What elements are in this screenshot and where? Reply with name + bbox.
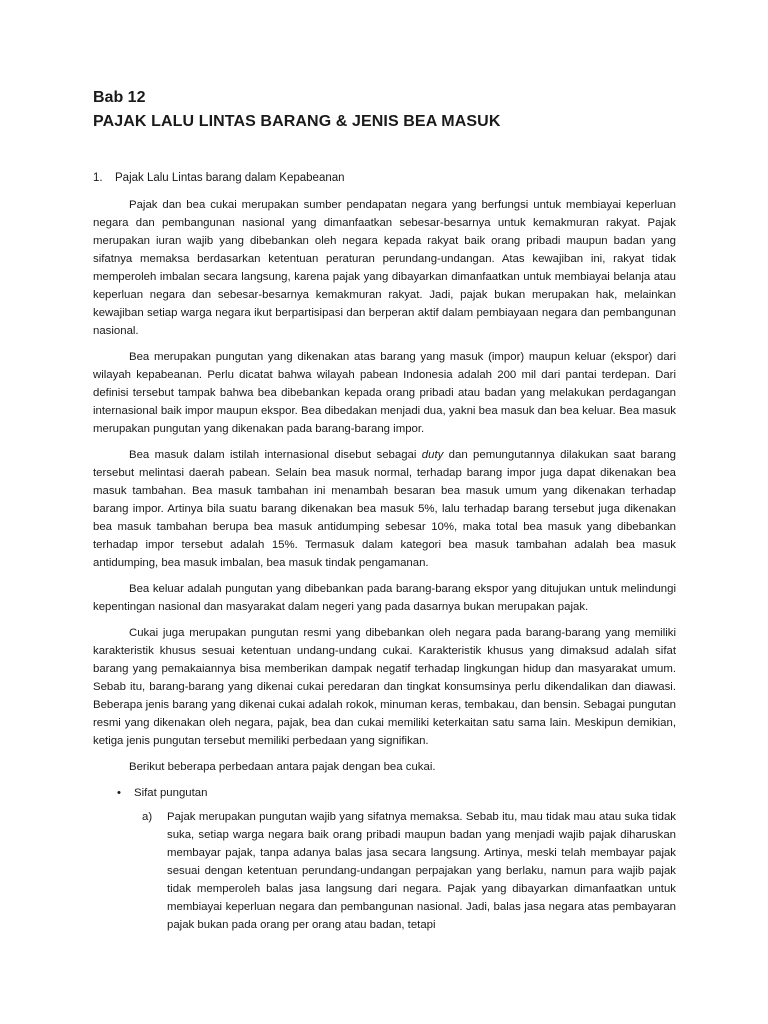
bullet-label: Sifat pungutan [134, 787, 208, 799]
paragraph-bea-keluar: Bea keluar adalah pungutan yang dibebankan pada barang-barang ekspor yang ditujukan untuk melindungi kepentingan nasional dan masyarakat dalam negeri yang pada dasarnya bukan merupakan pajak. [93, 583, 676, 613]
paragraph-perbedaan: Berikut beberapa perbedaan antara pajak dengan bea cukai. [129, 761, 436, 773]
paragraph-bea: Bea merupakan pungutan yang dikenakan atas barang yang masuk (impor) maupun keluar (ekspor) dari wilayah kepabeanan. Perlu dicatat bahwa wilayah pabean Indonesia adalah 200 mil dari pantai terdepan. Dari definisi tersebut tampak bahwa bea dibebankan kepada orang pribadi atau badan yang melakukan perdagangan internasional baik impor maupun ekspor. Bea dibedakan menjadi dua, yakni bea masuk dan bea keluar. Bea masuk merupakan pungutan yang dikenakan pada barang-barang impor. [93, 351, 676, 435]
chapter-label: Bab 12 [93, 89, 146, 106]
paragraph-cukai: Cukai juga merupakan pungutan resmi yang dibebankan oleh negara pada barang-barang yang memiliki karakteristik khusus sesuai ketentuan undang-undang cukai. Karakteristik khusus yang dimaksud adalah sifat barang yang pemakaiannya bisa memberikan dampak negatif terhadap lingkungan hidup dan masyarakat umum. Sebab itu, barang-barang yang dikenai cukai peredaran dan tingkat konsumsinya perlu dikendalikan dan diawasi. Beberapa jenis barang yang dikenai cukai adalah rokok, minuman keras, tembakau, dan bensin. Sebagai pungutan resmi yang dikenakan oleh negara, pajak, bea dan cukai memiliki keterkaitan satu sama lain. Meskipun demikian, ketiga jenis pungutan tersebut memiliki perbedaan yang signifikan. [93, 627, 676, 747]
section-title: Pajak Lalu Lintas barang dalam Kepabeanan [115, 172, 345, 184]
sub-item-label: a) [142, 811, 153, 823]
paragraph-pajak-bea-cukai: Pajak dan bea cukai merupakan sumber pendapatan negara yang berfungsi untuk membiayai keperluan negara dan pembangunan nasional yang dimanfaatkan sebesar-besarnya untuk kemakmuran rakyat. Pajak merupakan iuran wajib yang dibebankan oleh negara kepada rakyat baik orang pribadi maupun badan yang sifatnya memaksa berdasarkan ketentuan peraturan perundang-undangan. Atas kewajiban ini, rakyat tidak memperoleh imbalan secara langsung, karena pajak yang dibayarkan dimanfaatkan untuk membiayai belanja atau keperluan negara dan sebesar-besarnya kemakmuran rakyat. Jadi, pajak bukan merupakan hak, melainkan kewajiban setiap warga negara ikut berpartisipasi dan berperan aktif dalam pembiayaan negara dan pembangunan nasional. [93, 199, 676, 337]
paragraph-bea-masuk: Bea masuk dalam istilah internasional disebut sebagai duty dan pemungutannya dilakukan saat barang tersebut melintasi daerah pabean. Selain bea masuk normal, terhadap barang impor juga dapat dikenakan bea masuk tambahan. Bea masuk tambahan ini menambah besaran bea masuk umum yang dikenakan terhadap barang impor. Artinya bila suatu barang dikenakan bea masuk 5%, lalu terhadap barang tersebut juga dikenakan bea masuk tambahan berupa bea masuk antidumping sebesar 10%, maka total bea masuk yang dibebankan terhadap impor tersebut adalah 15%. Termasuk dalam kategori bea masuk tambahan adalah bea masuk antidumping, bea masuk imbalan, bea masuk tindak pengamanan. [93, 449, 676, 569]
page-title: PAJAK LALU LINTAS BARANG & JENIS BEA MASUK [93, 113, 501, 130]
bullet-item [93, 784, 676, 802]
section-heading [93, 172, 345, 184]
section-number: 1. [93, 172, 103, 184]
term-duty: duty [421, 449, 444, 461]
document-body [93, 196, 676, 934]
sub-item [93, 808, 676, 934]
bullet-icon: • [117, 787, 121, 799]
sub-item-text: Pajak merupakan pungutan wajib yang sifatnya memaksa. Sebab itu, mau tidak mau atau suka tidak suka, setiap warga negara baik orang pribadi maupun badan yang menjadi wajib pajak diharuskan membayar pajak, tanpa adanya balas jasa secara langsung. Artinya, meski telah membayar pajak sesuai dengan ketentuan perundang-undangan perpajakan yang berlaku, namun para wajib pajak tidak memperoleh balas jasa langsung dari negara. Pajak yang dibayarkan dimanfaatkan untuk membiayai keperluan negara dan pembangunan nasional. Jadi, balas jasa negara atas pembayaran pajak bukan pada orang per orang atau badan, tetapi [167, 811, 676, 931]
